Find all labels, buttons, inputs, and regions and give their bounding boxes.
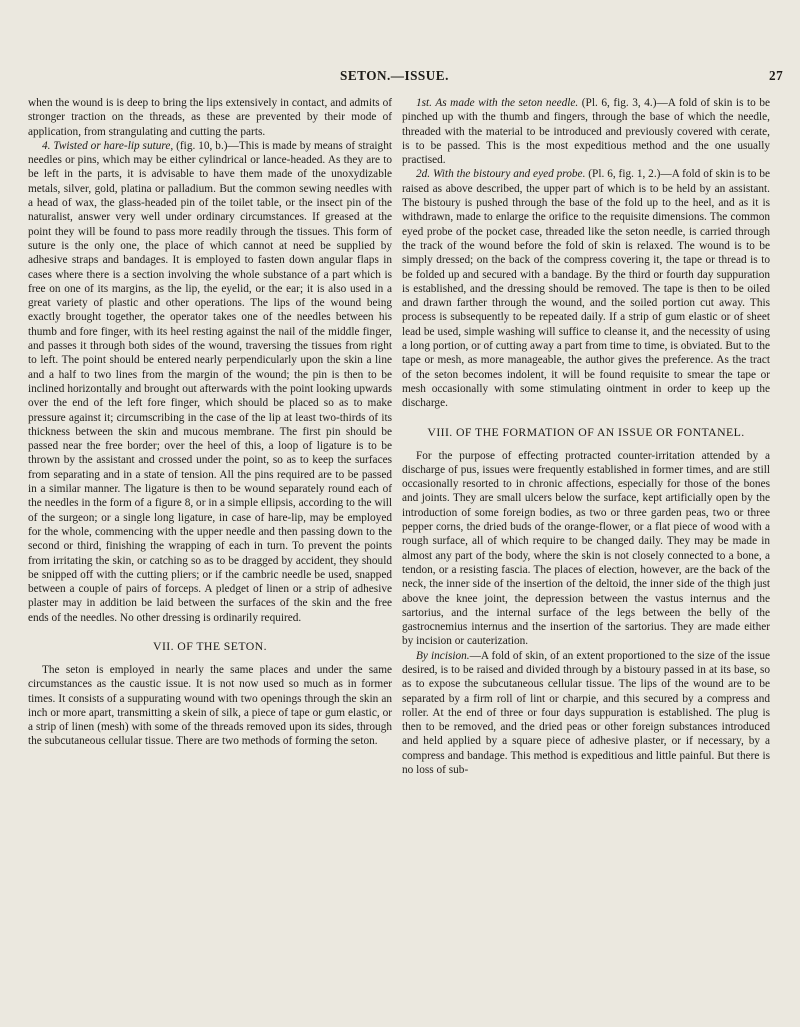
running-head: SETON.—ISSUE.	[340, 68, 449, 83]
section-heading: VIII. OF THE FORMATION OF AN ISSUE OR FONTANEL.	[427, 424, 745, 439]
right-column	[402, 96, 770, 777]
paragraph-text: (Pl. 6, fig. 3, 4.)—A fold of skin is to be pinched up with the thumb and fingers, through the base of which the needle, threaded with the material to be introduced and previously covered with cerate, is to be passed. This is the most expeditious method and the one usually practised.	[402, 97, 770, 167]
section-heading: VII. OF THE SETON.	[153, 638, 267, 653]
paragraph-label: By incision.	[416, 649, 470, 662]
paragraph-label: 1st. As made with the seton needle.	[416, 97, 579, 109]
page-header	[0, 68, 800, 90]
page-number: 27	[769, 68, 784, 83]
paragraph-text: (Pl. 6, fig. 1, 2.)—A fold of skin is to be raised as above described, the upper part of which is to be held by an assistant. The bistoury is pushed through the base of the fold up to the heel, and as it is withdrawn, made to enlarge the orifice to the requisite dimensions. The common eyed probe of the pocket case, threaded like the seton needle, is carried through the track of the wound before the fold of skin is relaxed. The wound is to be simply dressed; on the back of the compress covering it, the tape or thread is to be folded up and secured with a bandage. By the third or fourth day suppuration is established, and the dressing should be removed. The tape is then to be oiled and drawn farther through the wound, and the soiled portion cut away. This process is subsequently to be repeated daily. If a strip of gum elastic or of sheet lead be used, simple washing will suffice to cleanse it, and the necessity of using a long portion, or of cutting away a part from time to time, is obviated. But to the tape or mesh, as more manageable, the author gives the preference. As the tract of the seton becomes indolent, it will be found requisite to smear the tape or mesh occasionally with some stimulating ointment in order to keep up the discharge.	[402, 168, 770, 410]
paragraph	[28, 139, 392, 625]
left-column	[28, 96, 392, 749]
paragraph-text: —A fold of skin, of an extent proportioned to the size of the issue desired, is to be raised and divided through by a bistoury passed in at its base, so as to expose the subcutaneous cellular tissue. The lips of the wound are to be separated by a firm roll of lint or charpie, and this secured by a compress and roller. At the end of three or four days suppuration is established. The plug is then to be removed, and the dried peas or other foreign substances introduced and held applied by a square piece of adhesive plaster, or if necessary, by a compress and bandage. This method is expeditious and little painful. But there is no loss of sub-	[402, 649, 771, 777]
paragraph: The seton is employed in nearly the same places and under the same circumstances as the caustic issue. It is not now used so much as in former times. It consists of a suppurating wound with two openings through the skin an inch or more apart, transmitting a skein of silk, a piece of tape or gum elastic, or a strip of linen (mesh) with some of the threads removed upon its sides, through the subcutaneous cellular tissue. There are two methods of forming the seton.	[28, 663, 392, 748]
paragraph-label: 2d. With the bistoury and eyed probe.	[416, 168, 586, 181]
paragraph	[402, 96, 770, 167]
paragraph: For the purpose of effecting protracted counter-irritation attended by a discharge of pus, issues were frequently established in former times, and are still occasionally resorted to in chronic affections, especially for those of the bones and joints. They are small ulcers below the surface, kept artificially open by the introduction of some foreign bodies, as two or three garden peas, two or three pepper corns, the dried buds of the orange-flower, or a flat piece of wood with a rough surface, all of which require to be changed daily. They may be made in almost any part of the body, where the skin is not closely connected to a bone, a tendon, or a resisting fascia. The places of election, however, are the back of the neck, the inner side of the insertion of the deltoid, the inner side of the thigh just above the knee joint, the depression between the vastus internus and the sartorius, and the internal surface of the legs between the belly of the gastrocnemius internus and the insertion of the sartorius. They are made either by incision or cauterization.	[402, 449, 770, 648]
paragraph: when the wound is is deep to bring the lips extensively in contact, and admits of stronger traction on the threads, as these are prevented by their mode of application, from strangulating and cutting the parts.	[28, 97, 392, 138]
paragraph-text: (fig. 10, b.)—This is made by means of straight needles or pins, which may be either cylindrical or lance-headed. As they are to be left in the parts, it is advisable to have them made of the unoxydizable metals, silver, gold, platina or palladium. But the common sewing needles with a head of wax, the glass-headed pin of the toilet table, or the insect pin of the naturalist, answer very well under ordinary circumstances. If greased at the point they will be found to pass more readily through the tissues. This form of suture is the only one, the place of which cannot at need be supplied by adhesive straps and bandages. It is employed to fasten down angular flaps in cases where there is a section involving the whole substance of a part which is free on one of its margins, as the lip, the eyelid, or the ear; it is also used in a great variety of plastic and other operations. The lips of the wound being exactly brought together, the operator takes one of the needles between his thumb and fore finger, with its heel resting against the nail of the middle finger, and passes it through both sides of the wound, traversing the tissues from right to left. The point should be entered nearly perpendicularly upon the skin a line and a half to two lines from the margin of the wound; the pin is then to be inclined horizontally and brought out afterwards with the point looking upwards over the end of the left fore finger, which should be placed so as to make pressure against it; circumscribing in the case of the lip at least two-thirds of its thickness between the skin and mucous membrane. The first pin should be passed near the free border; over the heel of this, a loop of ligature is to be thrown by the assistant and crossed under the point, so as to keep the surfaces from separating and in a state of tension. All the pins required are to be passed in a similar manner. The ligature is then to be wound separately round each of the needles in the form of a figure 8, or in a simple ellipsis, according to the will of the surgeon; or a single long ligature, in case of hare-lip, may be employed for the whole, commencing with the upper needle and then passing down to the second or third, finishing the wrapping of each in turn. To prevent the points from irritating the skin, or catching so as to be dragged by accident, they should be snipped off with the cutting pliers; or if the cambric needle be used, snapped between a couple of pairs of forceps. A pledget of linen or a strip of adhesive plaster may in addition be laid between the surfaces of the skin and the free ends of the needles. No other dressing is ordinarily required.	[28, 139, 392, 624]
paragraph-label: 4. Twisted or hare-lip suture,	[42, 139, 174, 152]
paragraph	[402, 167, 770, 410]
paragraph	[402, 649, 770, 778]
